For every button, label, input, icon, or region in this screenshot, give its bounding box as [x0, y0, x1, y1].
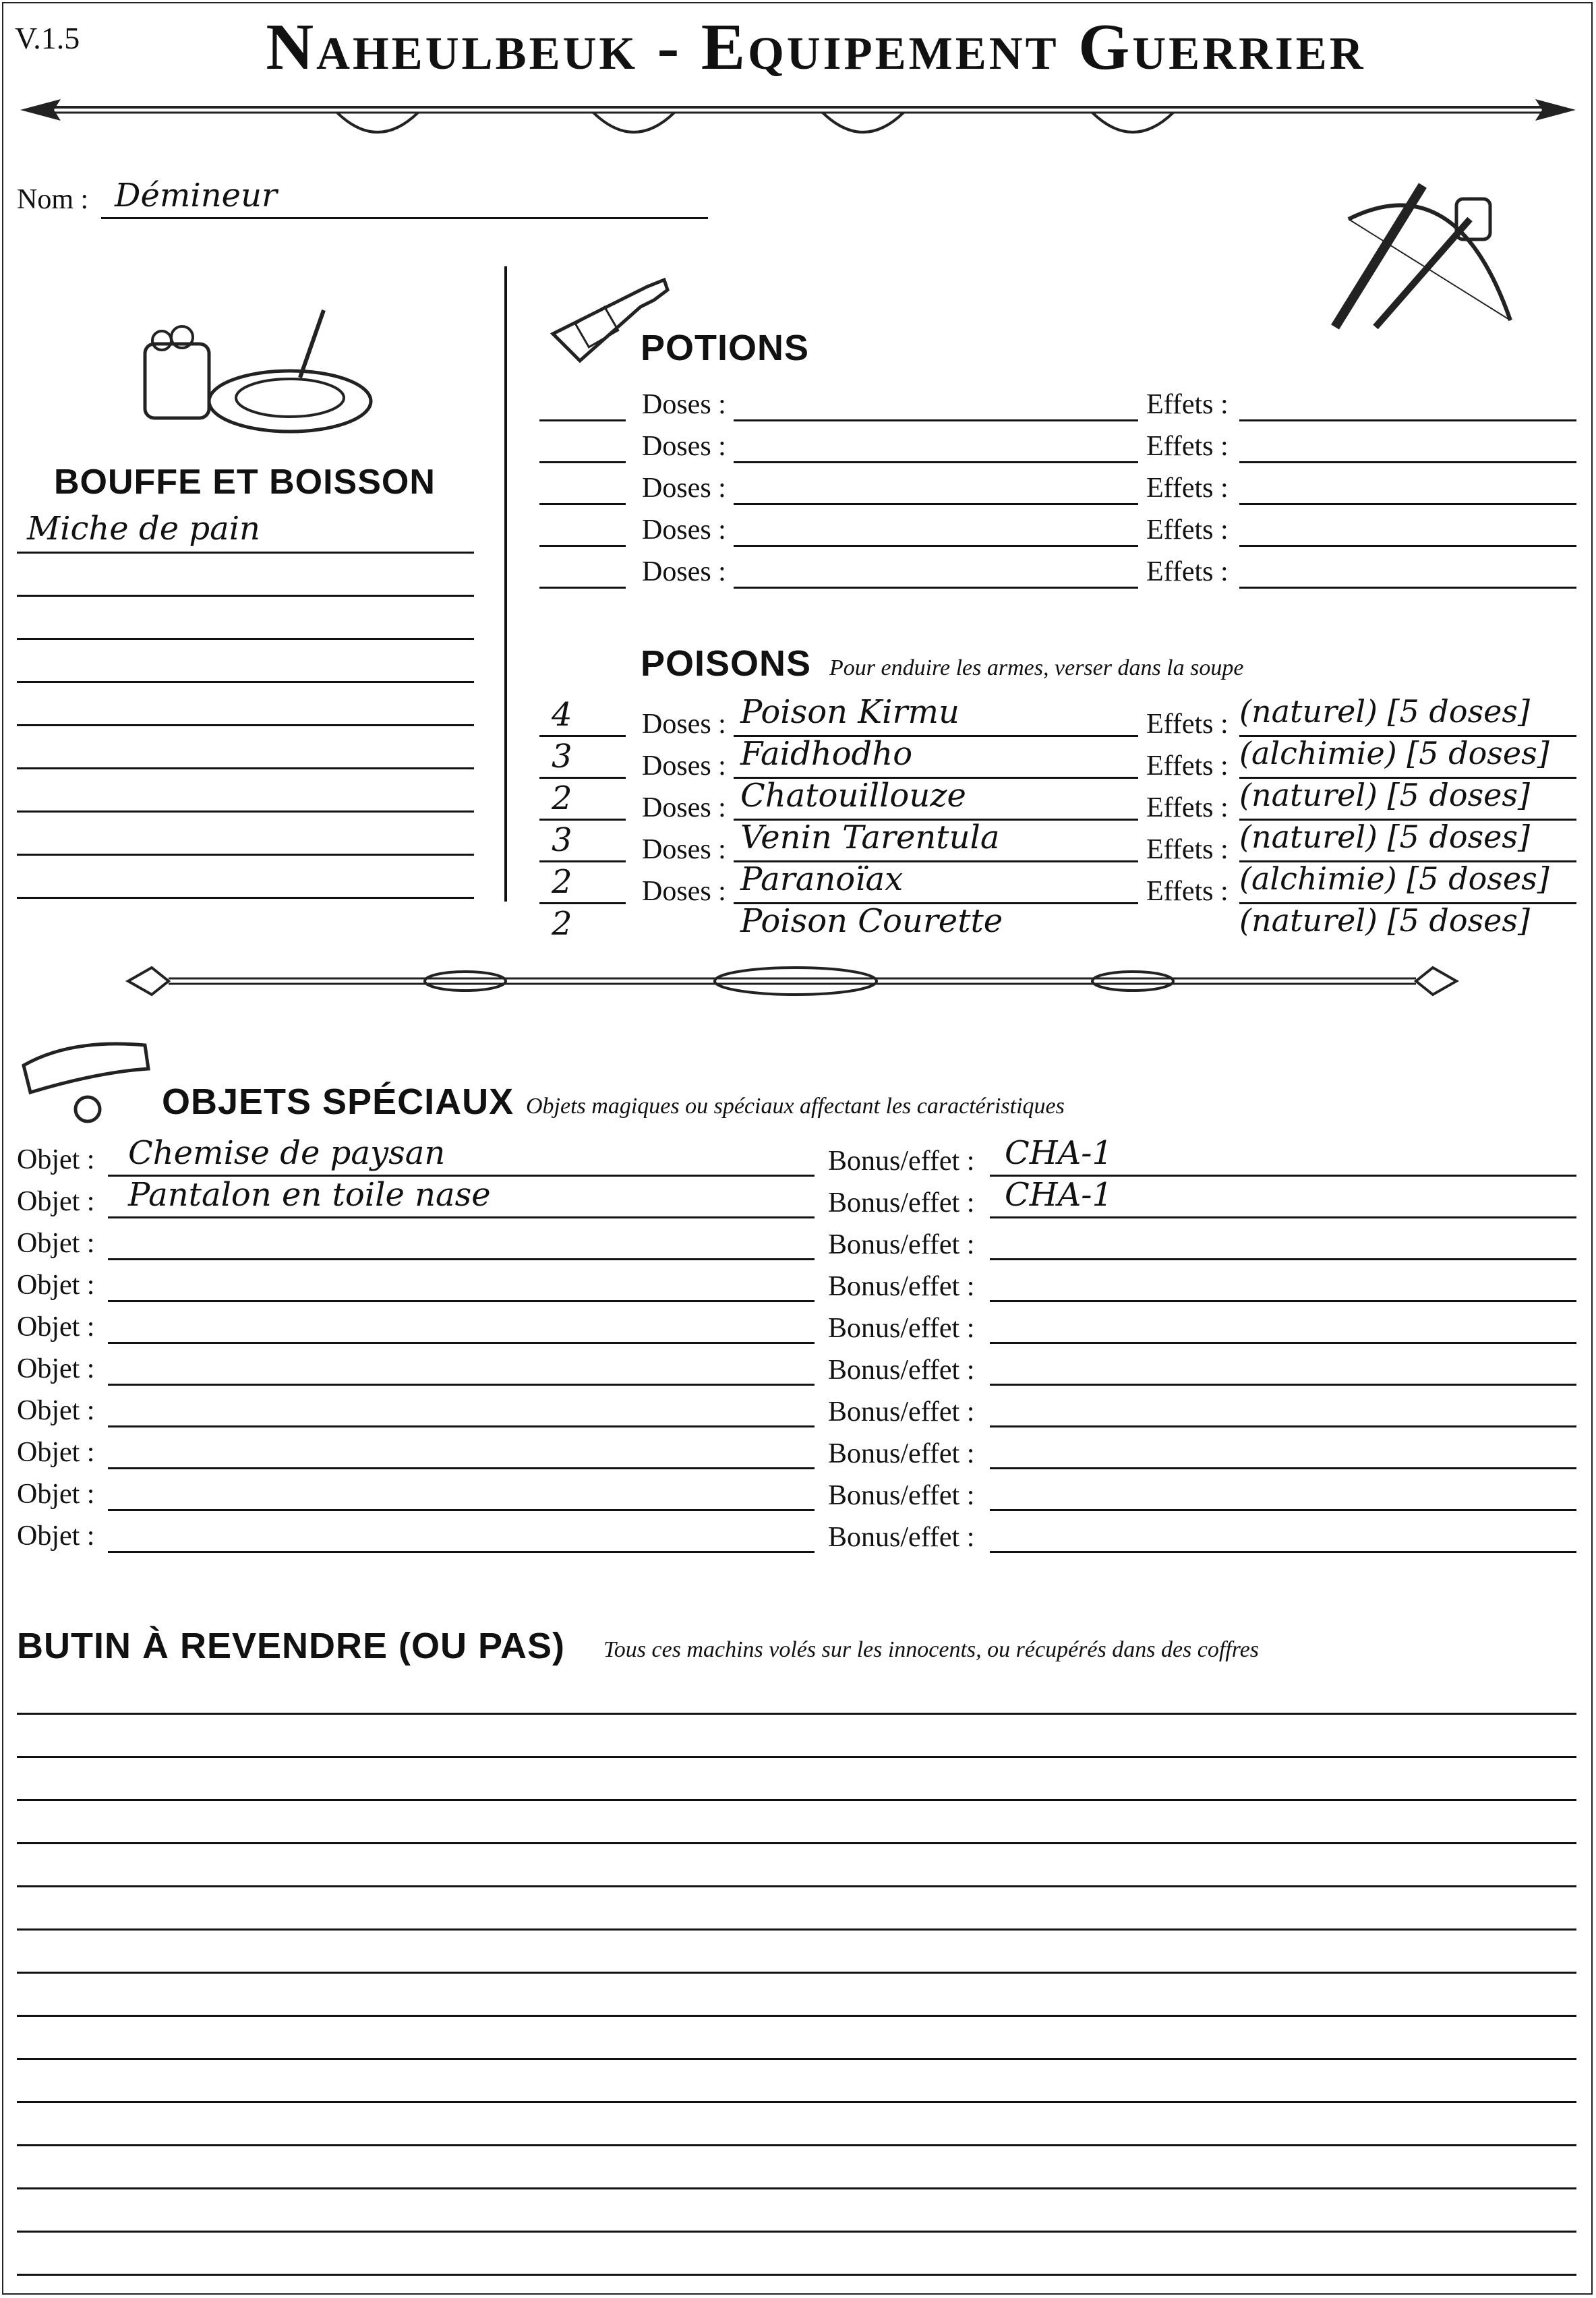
poison-qty-line: [539, 860, 626, 862]
poison-qty[interactable]: 3: [552, 738, 572, 775]
objet-line: [108, 1342, 815, 1344]
bonus-label: Bonus/effet :: [828, 1146, 975, 1177]
bonus-line: [990, 1216, 1576, 1218]
poison-qty-line: [539, 819, 626, 821]
potion-doses-label: Doses :: [642, 389, 726, 420]
poison-qty-line: [539, 777, 626, 779]
poison-name-field[interactable]: Chatouillouze: [740, 777, 966, 815]
objets-header: OBJETS SPÉCIAUX: [162, 1082, 514, 1122]
bouffe-line: [17, 724, 474, 726]
staff-divider-icon: [121, 958, 1463, 1005]
nom-field[interactable]: Démineur: [115, 177, 277, 214]
poison-effets-label: Effets :: [1146, 876, 1229, 907]
objet-field[interactable]: Pantalon en toile nase: [128, 1176, 491, 1214]
bouffe-header: BOUFFE ET BOISSON: [54, 463, 436, 502]
potion-qty-line: [539, 461, 626, 463]
potion-doses-label: Doses :: [642, 473, 726, 504]
butin-line: [17, 2144, 1576, 2146]
potion-effets-line: [1239, 545, 1576, 547]
poison-effets-field[interactable]: (naturel) [5 doses]: [1239, 902, 1530, 939]
poison-effets-field[interactable]: (naturel) [5 doses]: [1239, 693, 1530, 730]
potion-effets-line: [1239, 461, 1576, 463]
poison-effets-field[interactable]: (alchimie) [5 doses]: [1239, 735, 1549, 771]
spear-divider-icon: [13, 84, 1583, 145]
objet-label: Objet :: [17, 1353, 95, 1384]
bonus-line: [990, 1551, 1576, 1553]
nom-underline: [101, 217, 708, 219]
bouffe-line: [17, 897, 474, 899]
potion-qty-line: [539, 419, 626, 421]
butin-line: [17, 1885, 1576, 1887]
objet-line: [108, 1384, 815, 1386]
butin-line: [17, 1972, 1576, 1974]
potion-doses-line: [734, 545, 1138, 547]
potion-effets-label: Effets :: [1146, 514, 1229, 546]
potion-effets-label: Effets :: [1146, 556, 1229, 587]
poison-effets-field[interactable]: (naturel) [5 doses]: [1239, 819, 1530, 855]
poison-qty[interactable]: 3: [552, 821, 572, 859]
food-icon: [138, 303, 374, 438]
potion-doses-line: [734, 419, 1138, 421]
bonus-label: Bonus/effet :: [828, 1355, 975, 1386]
poison-qty[interactable]: 2: [552, 905, 572, 943]
bonus-field[interactable]: CHA-1: [1005, 1176, 1113, 1214]
butin-line: [17, 1842, 1576, 1844]
potion-effets-line: [1239, 587, 1576, 589]
poison-effets-field[interactable]: (naturel) [5 doses]: [1239, 777, 1530, 813]
objet-label: Objet :: [17, 1521, 95, 1552]
bouffe-line: [17, 595, 474, 597]
poison-qty[interactable]: 2: [552, 863, 572, 901]
bonus-field[interactable]: CHA-1: [1005, 1134, 1113, 1172]
poison-name-field[interactable]: Paranoïax: [740, 860, 904, 898]
bonus-label: Bonus/effet :: [828, 1313, 975, 1344]
poison-name-field[interactable]: Venin Tarentula: [740, 819, 1000, 856]
bonus-label: Bonus/effet :: [828, 1438, 975, 1469]
bonus-label: Bonus/effet :: [828, 1271, 975, 1302]
butin-line: [17, 1799, 1576, 1801]
bonus-line: [990, 1342, 1576, 1344]
bouffe-line: [17, 638, 474, 640]
bouffe-line: [17, 811, 474, 813]
objet-label: Objet :: [17, 1479, 95, 1510]
objets-subtitle: Objets magiques ou spéciaux affectant les caractéristiques: [526, 1094, 1065, 1119]
butin-line: [17, 2187, 1576, 2189]
objet-label: Objet :: [17, 1228, 95, 1259]
bonus-label: Bonus/effet :: [828, 1229, 975, 1260]
butin-line: [17, 2274, 1576, 2276]
objet-label: Objet :: [17, 1270, 95, 1301]
poison-effets-label: Effets :: [1146, 709, 1229, 740]
butin-subtitle: Tous ces machins volés sur les innocents, ou récupérés dans des coffres: [603, 1637, 1260, 1662]
objet-field[interactable]: Chemise de paysan: [128, 1134, 446, 1172]
poison-qty[interactable]: 2: [552, 779, 572, 817]
poison-qty-line: [539, 902, 626, 904]
butin-line: [17, 2058, 1576, 2060]
butin-line: [17, 2101, 1576, 2103]
bonus-line: [990, 1258, 1576, 1260]
scroll-ring-icon: [17, 1032, 158, 1126]
potion-doses-label: Doses :: [642, 514, 726, 546]
potion-effets-label: Effets :: [1146, 431, 1229, 462]
potion-qty-line: [539, 545, 626, 547]
potion-doses-line: [734, 503, 1138, 505]
version-label: V.1.5: [15, 21, 80, 55]
objet-label: Objet :: [17, 1395, 95, 1426]
bouffe-line: [17, 552, 474, 554]
poison-name-field[interactable]: Poison Courette: [740, 902, 1003, 940]
objet-label: Objet :: [17, 1312, 95, 1343]
potion-qty-line: [539, 587, 626, 589]
poison-effets-label: Effets :: [1146, 750, 1229, 782]
bouffe-item[interactable]: Miche de pain: [27, 510, 260, 548]
objet-line: [108, 1300, 815, 1302]
butin-line: [17, 2015, 1576, 2017]
column-divider: [504, 266, 507, 902]
potion-doses-line: [734, 461, 1138, 463]
objet-label: Objet :: [17, 1144, 95, 1175]
poison-effets-label: Effets :: [1146, 834, 1229, 865]
potion-effets-label: Effets :: [1146, 389, 1229, 420]
bonus-label: Bonus/effet :: [828, 1480, 975, 1511]
potion-doses-label: Doses :: [642, 556, 726, 587]
poison-effets-label: Effets :: [1146, 792, 1229, 823]
butin-header: BUTIN À REVENDRE (OU PAS): [17, 1626, 566, 1666]
bonus-line: [990, 1509, 1576, 1511]
bonus-line: [990, 1300, 1576, 1302]
nom-label: Nom :: [17, 184, 89, 215]
bouffe-line: [17, 681, 474, 683]
bonus-label: Bonus/effet :: [828, 1187, 975, 1218]
poison-doses-label: Doses :: [642, 876, 726, 907]
page-title: Naheulbeuk - Equipement Guerrier: [266, 11, 1366, 84]
potion-effets-label: Effets :: [1146, 473, 1229, 504]
butin-line: [17, 1928, 1576, 1931]
weapons-icon: [1322, 158, 1524, 341]
objet-line: [108, 1216, 815, 1218]
butin-line: [17, 1713, 1576, 1715]
bonus-label: Bonus/effet :: [828, 1396, 975, 1427]
bouffe-line: [17, 854, 474, 856]
poisons-header: POISONS: [641, 643, 812, 684]
poison-name-field[interactable]: Faidhodho: [740, 735, 913, 773]
potions-header: POTIONS: [641, 328, 810, 368]
potion-effets-line: [1239, 419, 1576, 421]
objet-line: [108, 1425, 815, 1427]
bonus-line: [990, 1425, 1576, 1427]
butin-line: [17, 1756, 1576, 1758]
butin-line: [17, 2231, 1576, 2233]
poisons-subtitle: Pour enduire les armes, verser dans la soupe: [829, 655, 1244, 680]
objet-label: Objet :: [17, 1186, 95, 1217]
objet-label: Objet :: [17, 1437, 95, 1468]
objet-line: [108, 1258, 815, 1260]
poison-doses-label: Doses :: [642, 792, 726, 823]
poison-effets-field[interactable]: (alchimie) [5 doses]: [1239, 860, 1549, 897]
objet-line: [108, 1509, 815, 1511]
bouffe-line: [17, 767, 474, 769]
poison-doses-label: Doses :: [642, 834, 726, 865]
bonus-line: [990, 1467, 1576, 1469]
objet-line: [108, 1467, 815, 1469]
potion-doses-line: [734, 587, 1138, 589]
objet-line: [108, 1551, 815, 1553]
poison-doses-label: Doses :: [642, 709, 726, 740]
bonus-label: Bonus/effet :: [828, 1522, 975, 1553]
poison-name-field[interactable]: Poison Kirmu: [740, 693, 959, 731]
potion-qty-line: [539, 503, 626, 505]
poison-qty-line: [539, 735, 626, 737]
bonus-line: [990, 1384, 1576, 1386]
poison-qty[interactable]: 4: [552, 696, 572, 734]
poison-doses-label: Doses :: [642, 750, 726, 782]
potion-effets-line: [1239, 503, 1576, 505]
potion-doses-label: Doses :: [642, 431, 726, 462]
